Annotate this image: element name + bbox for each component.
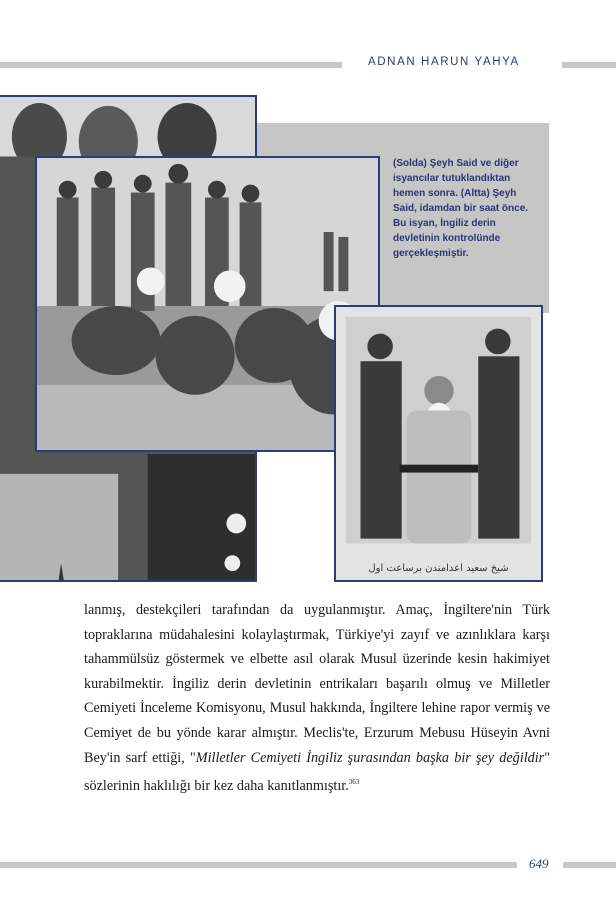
footer-rule-right [563, 862, 616, 868]
photo-rebels-arrested [35, 156, 380, 452]
header-rule-left [0, 62, 342, 68]
photo-caption: (Solda) Şeyh Said ve diğer isyancılar tutuklandıktan hemen sonra. (Altta) Şeyh Said, idamdan bir saat önce. Bu isyan, İngiliz derin devletinin kontrolünde gerçekleşmiştir. [393, 158, 529, 259]
body-quote: Milletler Cemiyeti İngiliz şurasından başka bir şey değildir [195, 749, 545, 766]
photo-seyh-said-portrait [334, 305, 543, 582]
photo-seyh-said-portrait-image [336, 307, 541, 580]
footnote-reference: 363 [348, 778, 360, 787]
page-number: 649 [529, 856, 549, 871]
body-text-part1: lanmış, destekçileri tarafından da uygulanmıştır. Amaç, İngiltere'nin Türk topraklarına müdahalesini kolaylaştırmak, Türkiye'yi zayıf ve azınlıklara karşı tahammülsüz göstermek ve elbette asıl olarak Musul üzerinde kesin hakimiyet kurabilmektir. İngiliz derin devletinin entrikaları başarılı olmuş ve Milletler Cemiyeti İnceleme Komisyonu, Musul hakkında, İngiltere lehine rapor vermiş ve Cemiyet de bu yönde karar almıştır. Meclis'te, Erzurum Mebusu Hüseyin Avni Bey'in sarf ettiği, " [84, 602, 550, 766]
header-rule-right [562, 62, 616, 68]
running-header: ADNAN HARUN YAHYA [368, 56, 520, 68]
portrait-inscription: شيخ سعيد اعدامندن برساعت اول [368, 563, 509, 574]
photo-rebels-arrested-image [37, 158, 378, 450]
footer-rule-left [0, 862, 517, 868]
body-paragraph [84, 598, 550, 799]
body-text-part2: " sözlerinin haklılığı bir kez daha kanıtlanmıştır. [84, 749, 550, 795]
